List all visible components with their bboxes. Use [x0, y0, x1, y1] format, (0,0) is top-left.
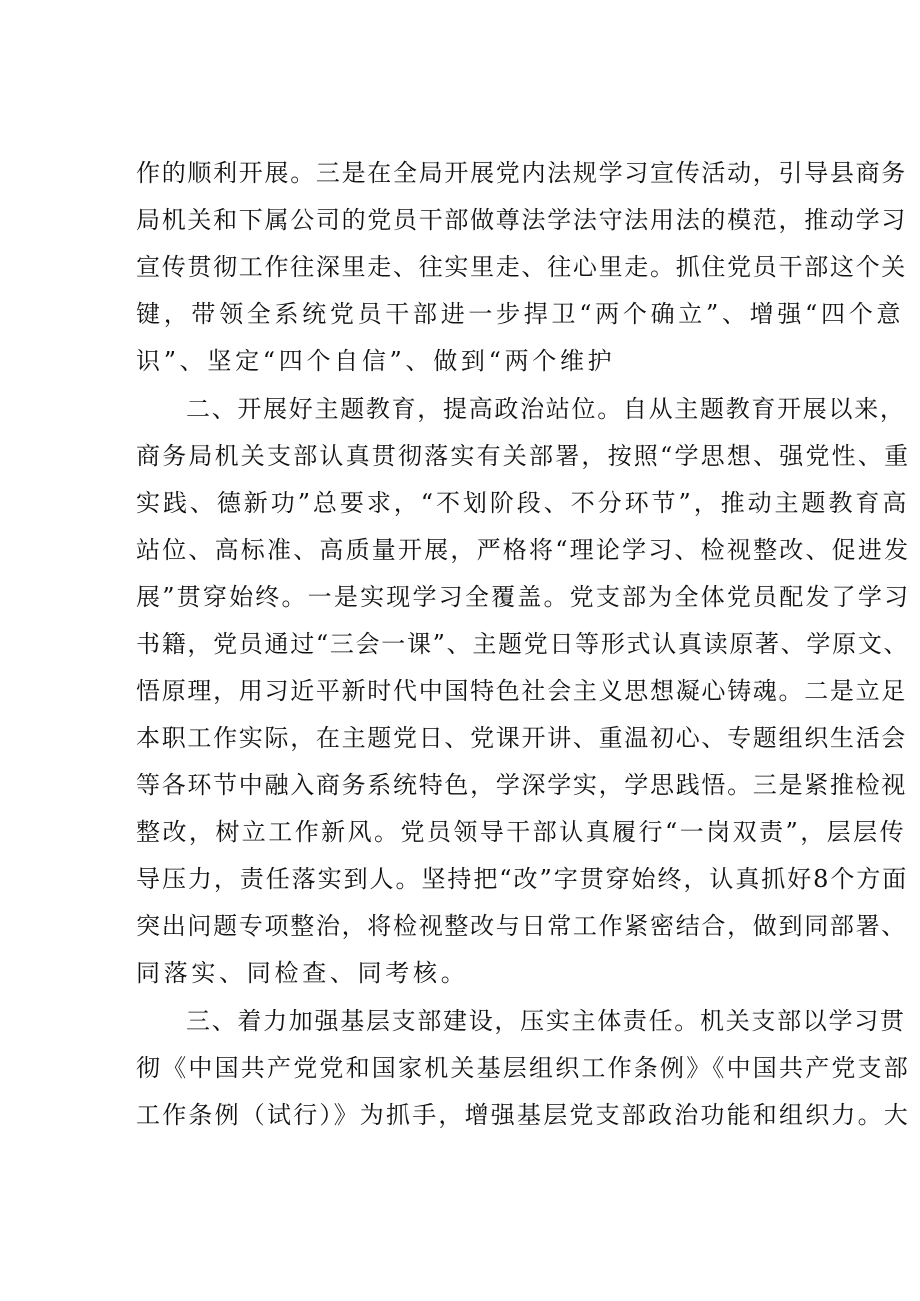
text-line: 展”贯穿始终。一是实现学习全覆盖。党支部为全体党员配发了学习 — [136, 583, 911, 611]
text-line: 作的顺利开展。三是在全局开展党内法规学习宣传活动，引导县商务 — [136, 159, 907, 187]
text-line: 识”、坚定“四个自信”、做到“两个维护 — [136, 347, 616, 375]
text-line: 书籍，党员通过“三会一课”、主题党日等形式认真读原著、学原文、 — [136, 630, 910, 658]
text-line: 等各环节中融入商务系统特色，学深学实，学思践悟。三是紧推检视 — [136, 771, 907, 799]
text-line: 整改，树立工作新风。党员领导干部认真履行“一岗双责”，层层传 — [136, 818, 907, 846]
text-line: 导压力，责任落实到人。坚持把“改”字贯穿始终，认真抓好8个方面 — [136, 865, 909, 893]
section-heading-line: 二、开展好主题教育，提高政治站位。自从主题教育开展以来， — [186, 395, 906, 423]
text-line: 实践、德新功”总要求，“不划阶段、不分环节”，推动主题教育高 — [136, 489, 910, 517]
text-line: 突出问题专项整治，将检视整改与日常工作紧密结合，做到同部署、 — [136, 912, 907, 940]
text-line: 工作条例（试行）》为抓手，增强基层党支部政治功能和组织力。大 — [136, 1101, 910, 1129]
text-line: 局机关和下属公司的党员干部做尊法学法守法用法的模范，推动学习 — [136, 206, 907, 234]
text-line: 本职工作实际，在主题党日、党课开讲、重温初心、专题组织生活会 — [136, 724, 907, 752]
text-line: 彻《中国共产党党和国家机关基层组织工作条例》《中国共产党支部 — [136, 1054, 910, 1082]
text-line: 站位、高标准、高质量开展，严格将“理论学习、检视整改、促进发 — [136, 536, 911, 564]
text-line: 键，带领全系统党员干部进一步捍卫“两个确立”、增强“四个意 — [136, 300, 905, 328]
text-line: 宣传贯彻工作往深里走、往实里走、往心里走。抓住党员干部这个关 — [136, 253, 907, 281]
text-line: 同落实、同检查、同考核。 — [136, 959, 469, 987]
text-line: 商务局机关支部认真贯彻落实有关部署，按照“学思想、强党性、重 — [136, 442, 911, 470]
section-heading-line: 三、着力加强基层支部建设，压实主体责任。机关支部以学习贯 — [186, 1007, 906, 1035]
text-line: 悟原理，用习近平新时代中国特色社会主义思想凝心铸魂。二是立足 — [136, 677, 907, 705]
